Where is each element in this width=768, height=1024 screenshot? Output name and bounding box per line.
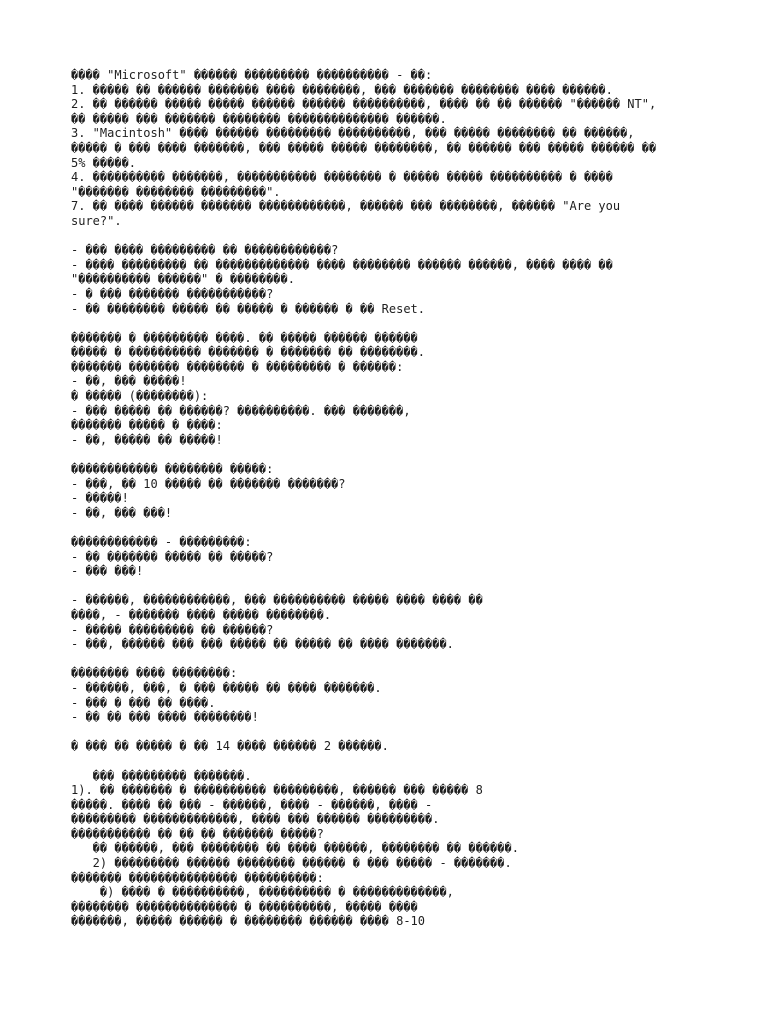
text-line: ����� � ��� ���� �������, ��� ����� ����� ��������, �� ������ ��� ����� ������ �� bbox=[71, 140, 657, 155]
text-line: 1. ����� �� ������ ������� ���� ��������, ��� ������� �������� ���� ������. bbox=[71, 82, 613, 97]
text-line: �������, ����� ������ � �������� ������ ���� 8-10 bbox=[71, 914, 426, 929]
text-line: ��������� �������������, ���� ��� ������ ���������. bbox=[71, 812, 440, 827]
text-line: � ����� (��������): bbox=[71, 389, 209, 404]
paragraph bbox=[71, 462, 751, 520]
text-line: - �� ������� ����� �� �����? bbox=[71, 549, 274, 564]
text-line: ������������ �������� �����: bbox=[71, 462, 274, 477]
text-line: 7. �� ���� ������ ������� ������������, ������ ��� ��������, ������ "Are you bbox=[71, 199, 621, 214]
text-line: - ��� ����� �� ������? ����������. ��� �������, bbox=[71, 403, 411, 418]
text-line: - ���� ��������� �� ������������� ���� �������� ������ ������, ���� ���� �� bbox=[71, 257, 613, 272]
paragraph bbox=[71, 593, 751, 651]
text-line: ������� ������� �������� � ��������� � ������: bbox=[71, 359, 404, 374]
text-line: "���������� ������" � ��������. bbox=[71, 272, 295, 287]
paragraph bbox=[71, 769, 751, 930]
document-text bbox=[71, 68, 751, 944]
text-line: ����� � ���������� ������� � ������� �� ��������. bbox=[71, 345, 426, 360]
text-line: - � ��� ������� �����������? bbox=[71, 286, 274, 301]
text-line: ��� ��������� �������. bbox=[71, 768, 252, 783]
text-line: ���� "Microsoft" ������ ��������� ���������� - ��: bbox=[71, 68, 433, 82]
text-line: � ��� �� ����� � �� 14 ���� ������ 2 ������. bbox=[71, 739, 389, 754]
text-line: ������� � ��������� ����. �� ����� ������ ������ bbox=[71, 330, 418, 345]
text-line: 3. "Macintosh" ���� ������ ��������� ����������, ��� ����� �������� �� ������, bbox=[71, 126, 635, 141]
text-line: - �� �������� ����� �� ����� � ������ � �� Reset. bbox=[71, 301, 426, 316]
text-line: - ���, ������ ��� ��� ����� �� ����� �� ���� �������. bbox=[71, 637, 454, 652]
text-line: - ��� � ��� �� ����. bbox=[71, 695, 216, 710]
text-line: �� ����� ��� ������� �������� �������������� ������. bbox=[71, 111, 447, 126]
text-line: �������� �������������� � ����������, ����� ���� bbox=[71, 899, 418, 914]
text-line: - ��� ���� ��������� �� ������������? bbox=[71, 243, 339, 258]
text-line: - ��, ����� �� �����! bbox=[71, 432, 223, 447]
text-line: �����. ���� �� ��� - ������, ���� - ������, ���� - bbox=[71, 797, 433, 812]
text-line: - �����! bbox=[71, 491, 129, 506]
text-line: - ������, ������������, ��� ���������� ����� ���� ���� �� bbox=[71, 593, 483, 608]
text-line: - ������, ���, � ��� ����� �� ���� �������. bbox=[71, 680, 382, 695]
text-line: - ��, ��� ���! bbox=[71, 505, 173, 520]
text-line: 5% �����. bbox=[71, 155, 137, 170]
paragraph bbox=[71, 535, 751, 579]
text-line: �) ���� � ����������, ���������� � �������������, bbox=[71, 885, 454, 900]
text-line: 2. �� ������ ����� ����� ������ ������ ����������, ���� �� �� ������ "������ NT", bbox=[71, 97, 657, 112]
text-line: 4. ���������� �������, ����������� �������� � ����� ����� ���������� � ���� bbox=[71, 170, 613, 185]
text-line: 1). �� ������� � ���������� ���������, ������ ��� ����� 8 bbox=[71, 783, 483, 798]
text-line: �������� ���� ��������: bbox=[71, 666, 238, 681]
text-line: "������� �������� ���������". bbox=[71, 184, 281, 199]
text-line: - ���, �� 10 ����� �� ������� �������? bbox=[71, 476, 346, 491]
text-line: - ��� ���! bbox=[71, 564, 144, 579]
text-line: - ��, ��� �����! bbox=[71, 374, 187, 389]
text-line: - �� �� ��� ���� ��������! bbox=[71, 710, 259, 725]
text-line: ������� ��������������� ����������: bbox=[71, 870, 324, 885]
text-line: ����, - ������� ���� ����� ��������. bbox=[71, 607, 332, 622]
paragraph bbox=[71, 68, 751, 229]
paragraph bbox=[71, 331, 751, 448]
paragraph bbox=[71, 243, 751, 316]
text-line: ����������� �� �� �� ������� �����? bbox=[71, 826, 324, 841]
text-line: 2) ��������� ������ �������� ������ � ��� ����� - �������. bbox=[71, 856, 512, 871]
text-line: sure?". bbox=[71, 213, 122, 228]
paragraph bbox=[71, 739, 751, 754]
text-line: ������� ����� � ����: bbox=[71, 418, 223, 433]
text-line: ������������ - ���������: bbox=[71, 535, 252, 549]
text-line: �� ������, ��� �������� �� ���� ������, �������� �� ������. bbox=[71, 841, 519, 856]
paragraph bbox=[71, 666, 751, 724]
text-line: - ����� ��������� �� ������? bbox=[71, 622, 274, 637]
